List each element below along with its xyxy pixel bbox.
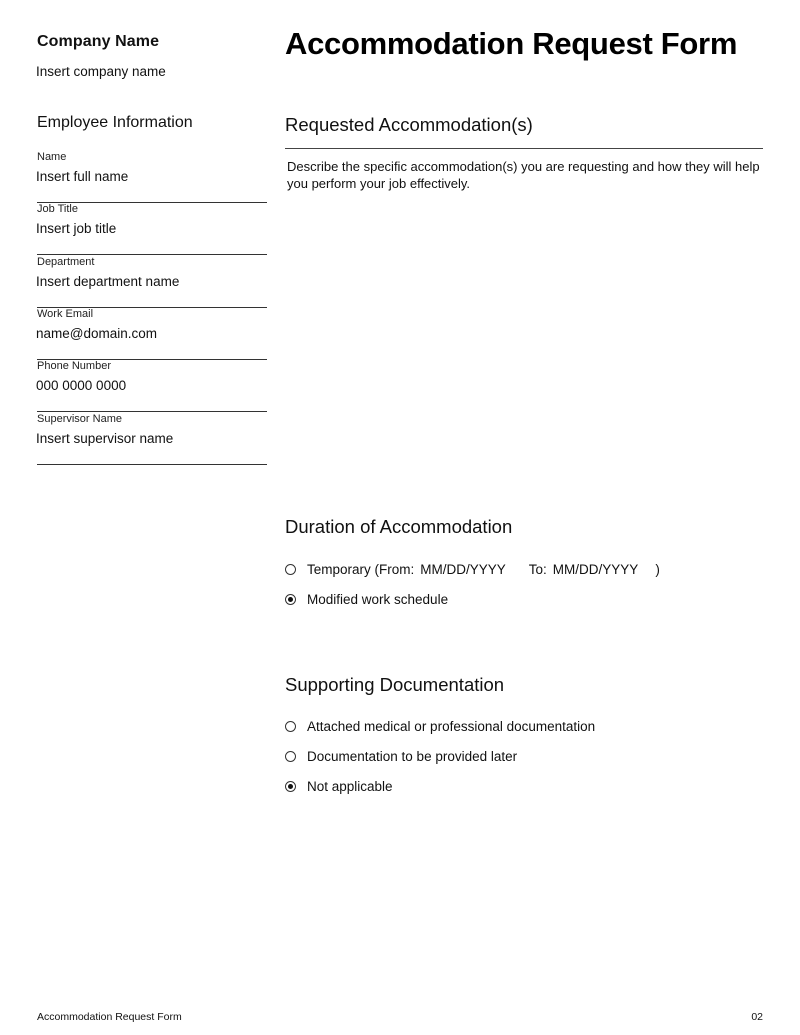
company-name-label: Company Name (37, 33, 160, 50)
name-field (37, 151, 267, 203)
footer-title: Accommodation Request Form (37, 1011, 182, 1023)
documentation-later-option[interactable] (285, 747, 517, 765)
supervisor-name-field (37, 413, 267, 465)
close-paren: ) (655, 561, 660, 577)
name-label: Name (37, 151, 67, 163)
to-label: To: (528, 561, 547, 577)
section-divider (285, 148, 763, 149)
documentation-later-label: Documentation to be provided later (307, 748, 518, 764)
supervisor-name-input[interactable]: Insert supervisor name (36, 431, 174, 446)
temporary-option[interactable] (285, 560, 660, 578)
phone-number-input[interactable]: 000 0000 0000 (36, 378, 127, 393)
duration-heading: Duration of Accommodation (285, 516, 513, 537)
from-date-input[interactable]: MM/DD/YYYY (420, 561, 506, 577)
work-email-input[interactable]: name@domain.com (36, 326, 158, 341)
page-title: Accommodation Request Form (285, 26, 738, 61)
modified-schedule-label: Modified work schedule (307, 591, 449, 607)
to-date-input[interactable]: MM/DD/YYYY (552, 561, 639, 577)
not-applicable-radio[interactable] (285, 781, 296, 792)
name-input[interactable]: Insert full name (36, 169, 129, 184)
work-email-field (37, 308, 267, 360)
work-email-label: Work Email (37, 308, 94, 320)
supervisor-name-label: Supervisor Name (37, 413, 122, 425)
modified-schedule-radio[interactable] (285, 594, 296, 605)
not-applicable-option[interactable] (285, 777, 393, 795)
department-input[interactable]: Insert department name (36, 274, 180, 289)
not-applicable-label: Not applicable (307, 778, 393, 794)
temporary-label: Temporary (From: (307, 561, 415, 577)
documentation-later-radio[interactable] (285, 751, 296, 762)
job-title-label: Job Title (37, 203, 78, 215)
employee-information-heading: Employee Information (37, 114, 193, 131)
supporting-documentation-heading: Supporting Documentation (285, 674, 505, 695)
requested-accommodations-heading: Requested Accommodation(s) (285, 114, 533, 135)
phone-number-field (37, 360, 267, 412)
page-number: 02 (751, 1011, 763, 1023)
job-title-input[interactable]: Insert job title (36, 221, 117, 236)
job-title-field (37, 203, 267, 255)
attached-documentation-option[interactable] (285, 717, 595, 735)
department-field (37, 256, 267, 308)
company-name-value[interactable]: Insert company name (36, 64, 166, 79)
department-label: Department (37, 256, 95, 268)
phone-number-label: Phone Number (37, 360, 111, 372)
attached-documentation-radio[interactable] (285, 721, 296, 732)
modified-schedule-option[interactable] (285, 590, 448, 608)
accommodation-description-field[interactable]: Describe the specific accommodation(s) you are requesting and how they will help you perform your job effectively. (287, 159, 760, 191)
attached-documentation-label: Attached medical or professional documentation (307, 718, 596, 734)
temporary-radio[interactable] (285, 564, 296, 575)
